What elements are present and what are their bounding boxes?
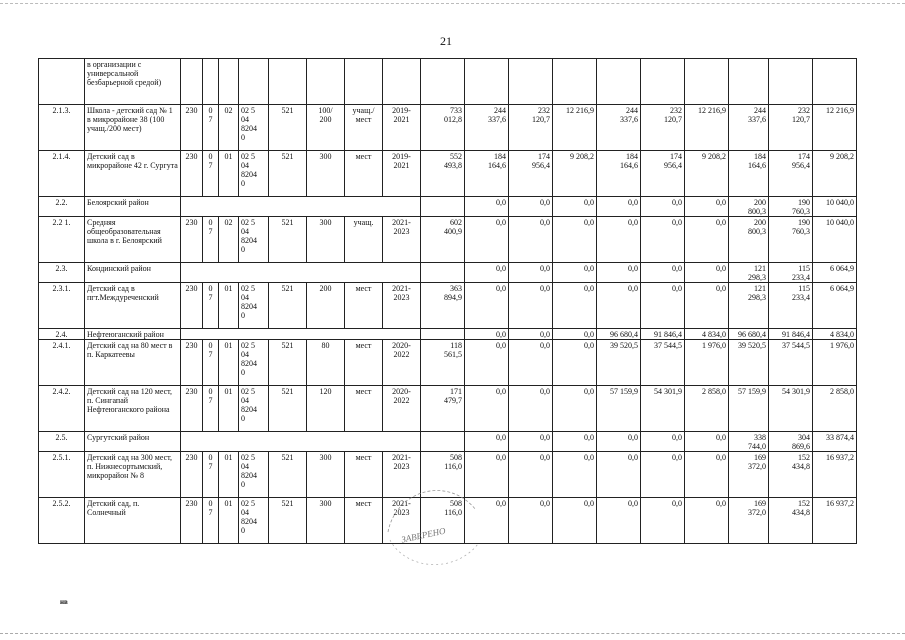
- row-name: Детский сад в микрорайоне 42 г. Сургута: [85, 151, 181, 197]
- table-cell: 230: [181, 217, 203, 263]
- table-cell: 300: [307, 217, 345, 263]
- stamp-text: ЗАВЕРЕНО: [400, 525, 447, 545]
- table-cell: 01: [219, 386, 239, 432]
- table-cell: 39 520,5: [729, 340, 769, 386]
- merged-cell: [181, 329, 421, 340]
- table-cell: учащ./ мест: [345, 105, 383, 151]
- table-cell: 300: [307, 151, 345, 197]
- row-name: Детский сад, п. Солнечный: [85, 498, 181, 544]
- table-cell: 0,0: [553, 263, 597, 283]
- table-cell: 115 233,4: [769, 283, 813, 329]
- table-cell: 0 7: [203, 452, 219, 498]
- merged-cell: [181, 432, 421, 452]
- table-cell: 174 956,4: [641, 151, 685, 197]
- table-cell: 02: [219, 217, 239, 263]
- row-name: в организации с универсальной безбарьерной средой): [85, 59, 181, 105]
- table-row: [39, 217, 857, 263]
- table-cell: 37 544,5: [641, 340, 685, 386]
- table-cell: 0,0: [509, 217, 553, 263]
- table-cell: 0,0: [465, 386, 509, 432]
- table-cell: 0,0: [465, 217, 509, 263]
- table-cell: 57 159,9: [597, 386, 641, 432]
- table-cell: 0,0: [553, 340, 597, 386]
- table-row: [39, 432, 857, 452]
- row-name: Белоярский район: [85, 197, 181, 217]
- table-cell: 54 301,9: [641, 386, 685, 432]
- table-row: [39, 263, 857, 283]
- table-row: [39, 329, 857, 340]
- table-cell: 244 337,6: [729, 105, 769, 151]
- table-cell: 521: [269, 151, 307, 197]
- table-cell: мест: [345, 452, 383, 498]
- table-cell: [421, 263, 465, 283]
- table-cell: [269, 59, 307, 105]
- table-cell: 230: [181, 340, 203, 386]
- row-number: 2.1.3.: [39, 105, 85, 151]
- table-cell: 0,0: [553, 197, 597, 217]
- table-cell: 02 5 04 8204 0: [239, 283, 269, 329]
- table-cell: 0,0: [685, 217, 729, 263]
- table-cell: 01: [219, 151, 239, 197]
- table-cell: 174 956,4: [769, 151, 813, 197]
- table-cell: 0 7: [203, 151, 219, 197]
- table-cell: 02 5 04 8204 0: [239, 498, 269, 544]
- table-cell: [553, 59, 597, 105]
- table-cell: 121 298,3: [729, 263, 769, 283]
- table-cell: 100/ 200: [307, 105, 345, 151]
- table-cell: 230: [181, 386, 203, 432]
- table-cell: 2 858,0: [685, 386, 729, 432]
- table-cell: 0,0: [553, 283, 597, 329]
- table-cell: 0,0: [509, 340, 553, 386]
- table-cell: 304 869,6: [769, 432, 813, 452]
- table-cell: 33 874,4: [813, 432, 857, 452]
- table-cell: 171 479,7: [421, 386, 465, 432]
- table-cell: [465, 59, 509, 105]
- row-number: 2.2.: [39, 197, 85, 217]
- table-cell: 190 760,3: [769, 217, 813, 263]
- table-cell: [307, 59, 345, 105]
- table-cell: 1 976,0: [685, 340, 729, 386]
- table-cell: 0 7: [203, 283, 219, 329]
- table-cell: 1 976,0: [813, 340, 857, 386]
- table-cell: 0,0: [641, 498, 685, 544]
- row-number: [39, 59, 85, 105]
- table-cell: [729, 59, 769, 105]
- table-cell: 02 5 04 8204 0: [239, 105, 269, 151]
- table-cell: 0,0: [509, 329, 553, 340]
- row-name: Сургутский район: [85, 432, 181, 452]
- table-cell: 9 208,2: [553, 151, 597, 197]
- table-row: [39, 340, 857, 386]
- table-row: [39, 151, 857, 197]
- table-cell: 244 337,6: [597, 105, 641, 151]
- table-cell: 0,0: [509, 263, 553, 283]
- table-cell: 9 208,2: [685, 151, 729, 197]
- table-cell: 0,0: [553, 432, 597, 452]
- table-cell: 12 216,9: [553, 105, 597, 151]
- row-number: 2.4.2.: [39, 386, 85, 432]
- table-cell: 230: [181, 283, 203, 329]
- row-name: Кондинский район: [85, 263, 181, 283]
- table-row: [39, 197, 857, 217]
- table-cell: 0,0: [597, 498, 641, 544]
- table-cell: 0,0: [641, 217, 685, 263]
- table-cell: [421, 59, 465, 105]
- table-cell: 12 216,9: [813, 105, 857, 151]
- table-cell: 602 400,9: [421, 217, 465, 263]
- table-cell: 0,0: [641, 452, 685, 498]
- table-cell: [813, 59, 857, 105]
- table-cell: 54 301,9: [769, 386, 813, 432]
- table-cell: 0 7: [203, 498, 219, 544]
- row-number: 2.3.1.: [39, 283, 85, 329]
- table-cell: 91 846,4: [769, 329, 813, 340]
- table-cell: 508 116,0: [421, 452, 465, 498]
- table-cell: 0,0: [509, 197, 553, 217]
- table-cell: 4 834,0: [813, 329, 857, 340]
- table-cell: 300: [307, 452, 345, 498]
- table-cell: 0,0: [465, 432, 509, 452]
- table-row: [39, 59, 857, 105]
- table-cell: 0,0: [553, 498, 597, 544]
- table-cell: 521: [269, 283, 307, 329]
- table-cell: 02 5 04 8204 0: [239, 151, 269, 197]
- table-cell: 2021- 2023: [383, 217, 421, 263]
- row-number: 2.2 1.: [39, 217, 85, 263]
- table-cell: 232 120,7: [769, 105, 813, 151]
- table-cell: 733 012,8: [421, 105, 465, 151]
- table-cell: 521: [269, 105, 307, 151]
- table-cell: мест: [345, 498, 383, 544]
- table-cell: [597, 59, 641, 105]
- table-cell: 184 164,6: [465, 151, 509, 197]
- table-cell: 2021- 2023: [383, 498, 421, 544]
- table-cell: 02 5 04 8204 0: [239, 340, 269, 386]
- table-cell: 0,0: [685, 263, 729, 283]
- table-cell: 521: [269, 452, 307, 498]
- table-cell: 152 434,8: [769, 498, 813, 544]
- table-cell: 02: [219, 105, 239, 151]
- table-cell: 80: [307, 340, 345, 386]
- row-number: 2.1.4.: [39, 151, 85, 197]
- row-name: Школа - детский сад № 1 в микрорайоне 38 (100 учащ./200 мест): [85, 105, 181, 151]
- table-cell: 12 216,9: [685, 105, 729, 151]
- table-cell: 2021- 2023: [383, 452, 421, 498]
- table-cell: 174 956,4: [509, 151, 553, 197]
- table-cell: 01: [219, 452, 239, 498]
- table-cell: 0,0: [465, 263, 509, 283]
- table-cell: 96 680,4: [597, 329, 641, 340]
- table-cell: 01: [219, 498, 239, 544]
- table-cell: 0,0: [641, 197, 685, 217]
- table-cell: 0,0: [553, 329, 597, 340]
- table-row: [39, 283, 857, 329]
- table-cell: 0,0: [509, 386, 553, 432]
- table-cell: 0 7: [203, 386, 219, 432]
- table-cell: мест: [345, 151, 383, 197]
- initials: нв: [60, 598, 68, 606]
- table-cell: 39 520,5: [597, 340, 641, 386]
- table-cell: 2 858,0: [813, 386, 857, 432]
- table-cell: 2019- 2021: [383, 151, 421, 197]
- table-cell: 6 064,9: [813, 263, 857, 283]
- table-cell: 0,0: [553, 386, 597, 432]
- table-cell: 6 064,9: [813, 283, 857, 329]
- table-cell: 2019- 2021: [383, 105, 421, 151]
- table-row: [39, 386, 857, 432]
- table-cell: 200: [307, 283, 345, 329]
- table-cell: 0,0: [465, 452, 509, 498]
- table-cell: 91 846,4: [641, 329, 685, 340]
- table-cell: 232 120,7: [641, 105, 685, 151]
- table-cell: 0,0: [597, 452, 641, 498]
- table-cell: [509, 59, 553, 105]
- table-cell: 0,0: [685, 432, 729, 452]
- table-cell: 244 337,6: [465, 105, 509, 151]
- row-number: 2.4.1.: [39, 340, 85, 386]
- table-cell: 0 7: [203, 217, 219, 263]
- table-cell: 115 233,4: [769, 263, 813, 283]
- table-cell: 0,0: [465, 329, 509, 340]
- table-cell: мест: [345, 386, 383, 432]
- table-cell: 0 7: [203, 340, 219, 386]
- table-cell: 02 5 04 8204 0: [239, 217, 269, 263]
- row-name: Детский сад на 300 мест, п. Нижнесортымский, микрорайон № 8: [85, 452, 181, 498]
- table-cell: 2021- 2023: [383, 283, 421, 329]
- table-cell: 230: [181, 105, 203, 151]
- row-number: 2.5.: [39, 432, 85, 452]
- table-cell: 0,0: [685, 498, 729, 544]
- table-cell: 200 800,3: [729, 217, 769, 263]
- table-cell: 521: [269, 386, 307, 432]
- table-cell: 363 894,9: [421, 283, 465, 329]
- table-cell: [769, 59, 813, 105]
- table-cell: 01: [219, 340, 239, 386]
- table-cell: 10 040,0: [813, 197, 857, 217]
- table-cell: 9 208,2: [813, 151, 857, 197]
- table-cell: 121 298,3: [729, 283, 769, 329]
- table-cell: 0,0: [553, 217, 597, 263]
- table-cell: 230: [181, 151, 203, 197]
- table-cell: мест: [345, 340, 383, 386]
- table-cell: 0,0: [641, 283, 685, 329]
- merged-cell: [181, 197, 421, 217]
- table-cell: 232 120,7: [509, 105, 553, 151]
- table-cell: 230: [181, 498, 203, 544]
- table-cell: [239, 59, 269, 105]
- row-name: Детский сад на 120 мест, п. Сингапай Нефтеюганского района: [85, 386, 181, 432]
- table-cell: 0,0: [685, 197, 729, 217]
- table-cell: 96 680,4: [729, 329, 769, 340]
- table-cell: 0,0: [509, 498, 553, 544]
- table-cell: 0,0: [509, 452, 553, 498]
- table-cell: [219, 59, 239, 105]
- table-cell: [345, 59, 383, 105]
- table-cell: [421, 329, 465, 340]
- table-cell: 0,0: [553, 452, 597, 498]
- table-cell: 37 544,5: [769, 340, 813, 386]
- table-cell: [181, 59, 203, 105]
- table-cell: 0,0: [509, 432, 553, 452]
- table-cell: 552 493,8: [421, 151, 465, 197]
- table-cell: 0,0: [597, 217, 641, 263]
- table-cell: 0,0: [597, 263, 641, 283]
- merged-cell: [181, 263, 421, 283]
- table-cell: 152 434,8: [769, 452, 813, 498]
- row-number: 2.5.2.: [39, 498, 85, 544]
- table-cell: 02 5 04 8204 0: [239, 386, 269, 432]
- table-cell: 0,0: [597, 432, 641, 452]
- table-cell: [203, 59, 219, 105]
- table-cell: 118 561,5: [421, 340, 465, 386]
- approval-stamp: [378, 470, 488, 585]
- row-name: Средняя общеобразовательная школа в г. Белоярский: [85, 217, 181, 263]
- table-cell: 01: [219, 283, 239, 329]
- table-cell: 16 937,2: [813, 452, 857, 498]
- table-cell: 2020- 2022: [383, 386, 421, 432]
- table-cell: 0,0: [685, 452, 729, 498]
- table-cell: [641, 59, 685, 105]
- table-cell: 200 800,3: [729, 197, 769, 217]
- table-cell: 10 040,0: [813, 217, 857, 263]
- table-cell: 184 164,6: [729, 151, 769, 197]
- table-cell: 521: [269, 340, 307, 386]
- table-cell: учащ.: [345, 217, 383, 263]
- table-cell: 184 164,6: [597, 151, 641, 197]
- table-cell: 0,0: [465, 197, 509, 217]
- scan-top-edge: [0, 3, 905, 4]
- table-cell: 338 744,0: [729, 432, 769, 452]
- row-name: Нефтеюганский район: [85, 329, 181, 340]
- table-cell: 190 760,3: [769, 197, 813, 217]
- table-cell: 230: [181, 452, 203, 498]
- table-cell: 02 5 04 8204 0: [239, 452, 269, 498]
- table-cell: 16 937,2: [813, 498, 857, 544]
- row-number: 2.4.: [39, 329, 85, 340]
- table-cell: 169 372,0: [729, 498, 769, 544]
- table-cell: 120: [307, 386, 345, 432]
- table-cell: 57 159,9: [729, 386, 769, 432]
- table-cell: 0,0: [641, 432, 685, 452]
- table-cell: 0 7: [203, 105, 219, 151]
- table-cell: 0,0: [509, 283, 553, 329]
- table-cell: 169 372,0: [729, 452, 769, 498]
- table-cell: [421, 197, 465, 217]
- table-cell: 0,0: [465, 498, 509, 544]
- table-cell: [383, 59, 421, 105]
- table-row: [39, 105, 857, 151]
- table-cell: 521: [269, 498, 307, 544]
- table-cell: 4 834,0: [685, 329, 729, 340]
- table-cell: 521: [269, 217, 307, 263]
- table-cell: 0,0: [465, 283, 509, 329]
- table-cell: 300: [307, 498, 345, 544]
- row-number: 2.3.: [39, 263, 85, 283]
- table-cell: [685, 59, 729, 105]
- row-name: Детский сад на 80 мест в п. Каркатеевы: [85, 340, 181, 386]
- table-cell: 0,0: [597, 283, 641, 329]
- table-cell: 508 116,0: [421, 498, 465, 544]
- table-cell: 0,0: [641, 263, 685, 283]
- row-number: 2.5.1.: [39, 452, 85, 498]
- table-cell: [421, 432, 465, 452]
- scan-bottom-edge: [0, 633, 905, 634]
- row-name: Детский сад в пгт.Междуреченский: [85, 283, 181, 329]
- table-cell: 2020- 2022: [383, 340, 421, 386]
- table-cell: мест: [345, 283, 383, 329]
- table-cell: 0,0: [465, 340, 509, 386]
- table-cell: 0,0: [685, 283, 729, 329]
- table-cell: 0,0: [597, 197, 641, 217]
- page-number: 21: [440, 34, 452, 48]
